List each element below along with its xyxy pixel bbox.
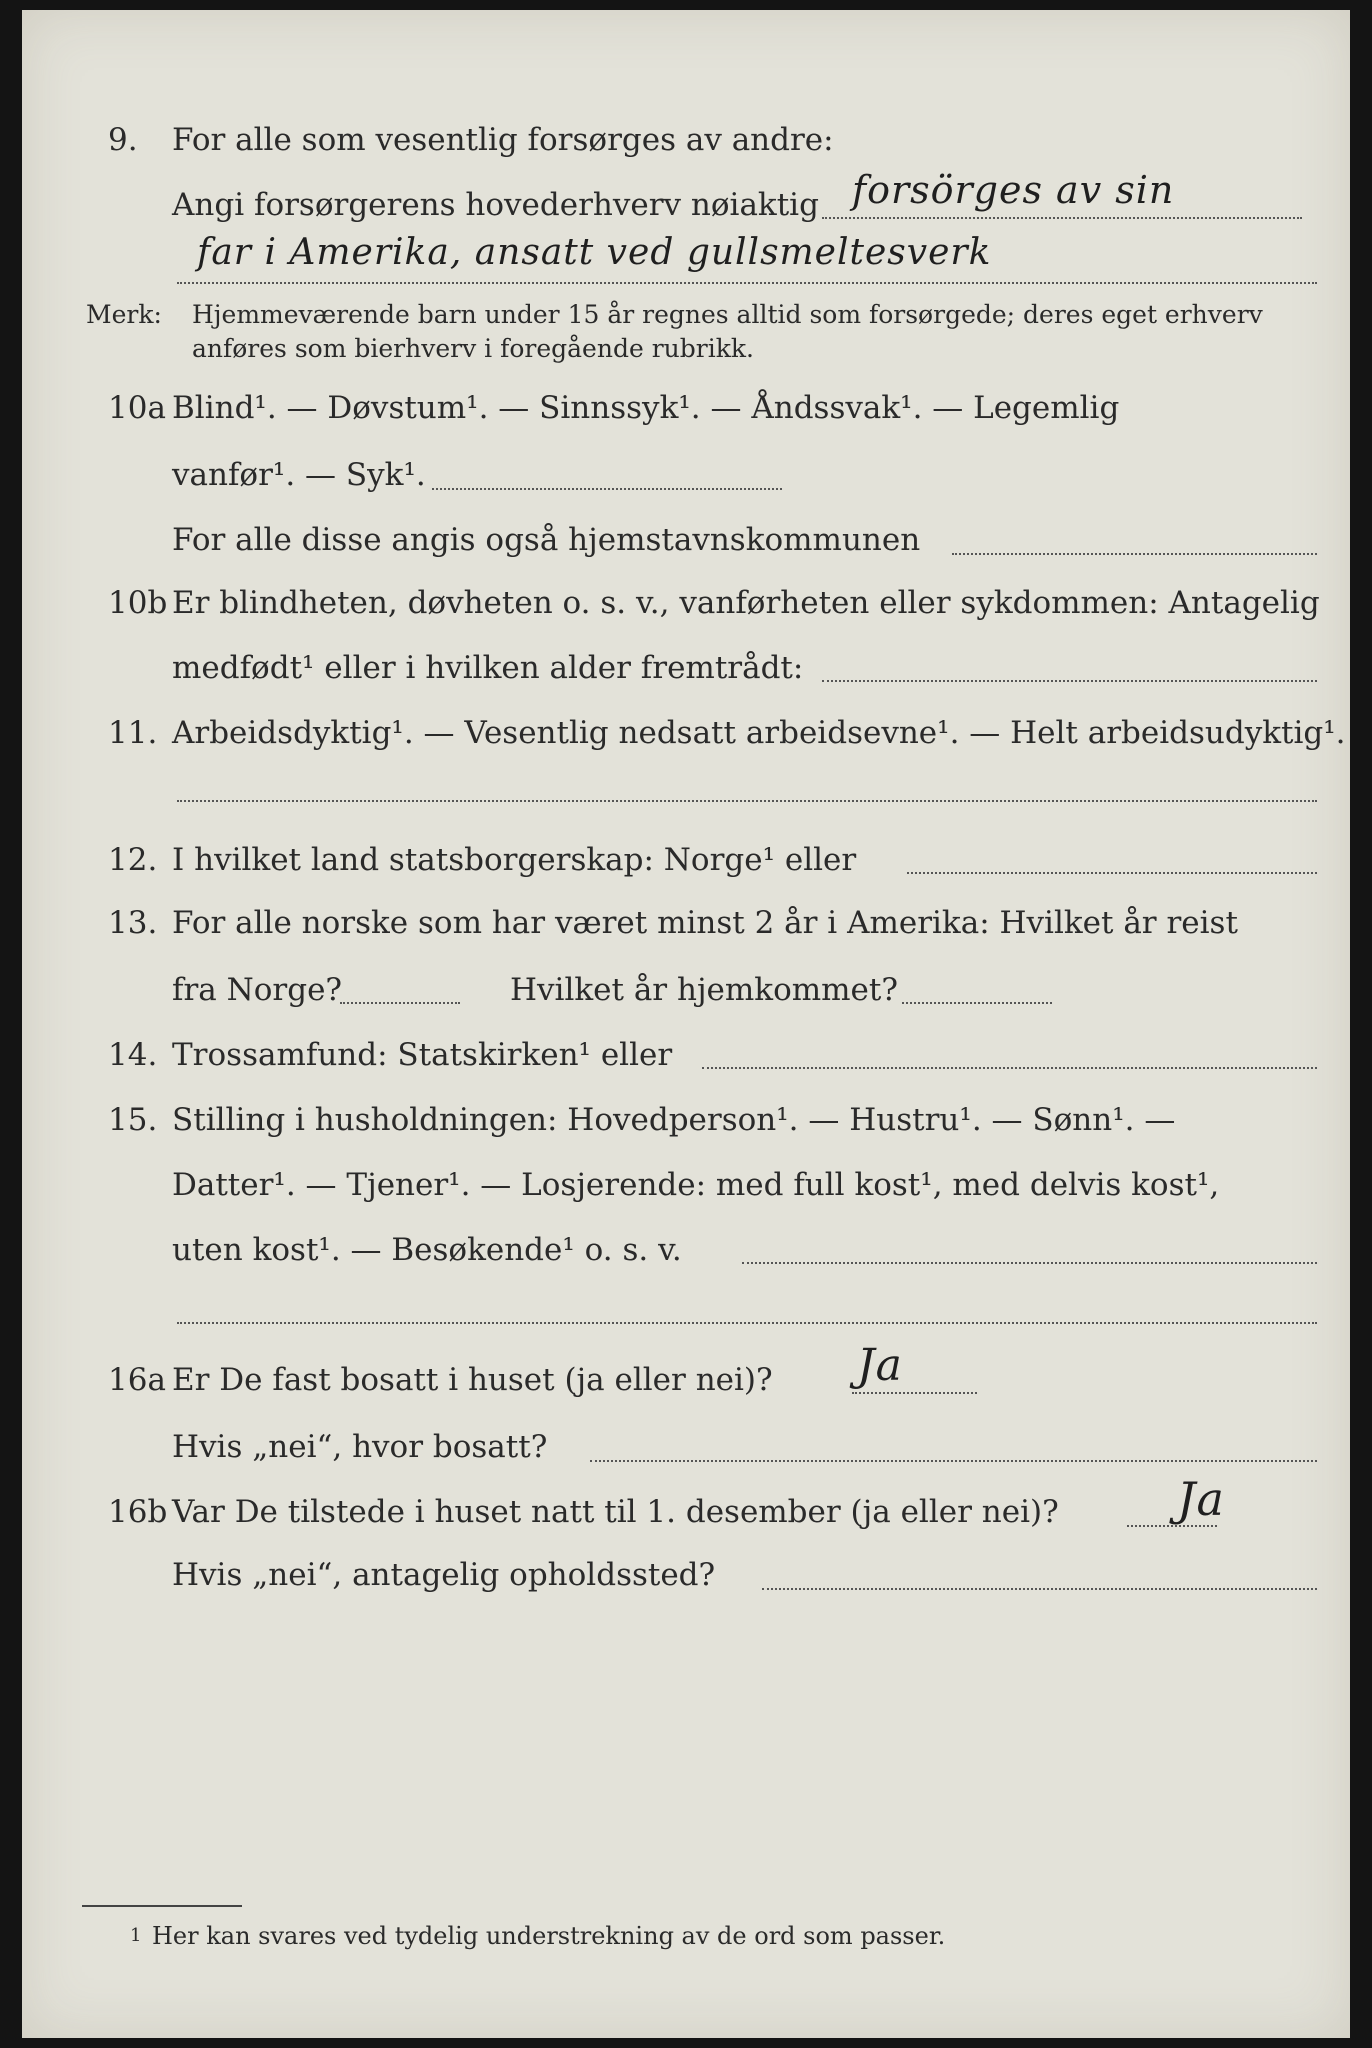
q16a-question: Er De fast bosatt i huset (ja eller nei)?	[172, 1362, 773, 1398]
q10a-number: 10a	[108, 390, 166, 426]
q14-number: 14.	[108, 1037, 158, 1073]
merk-line2	[22, 332, 1350, 366]
q12-answer-line	[907, 872, 1317, 874]
q10b-question: Er blindheten, døvheten o. s. v., vanførheten eller sykdommen: Antagelig	[172, 585, 1320, 621]
q15-line1	[22, 1095, 1350, 1145]
footnote	[130, 1920, 946, 1952]
q13-departure-label: fra Norge?	[172, 972, 343, 1008]
q11-line1	[22, 708, 1350, 758]
q15-line2	[22, 1160, 1350, 1210]
q16b-question: Var De tilstede i huset natt til 1. desember (ja eller nei)?	[172, 1494, 1059, 1530]
q9-handwritten-answer-2[interactable]: far i Amerika, ansatt ved gullsmeltesverk	[197, 232, 992, 273]
merk-text-1: Hjemmeværende barn under 15 år regnes alltid som forsørgede; deres eget erhverv	[192, 300, 1263, 329]
q13-return-label: Hvilket år hjemkommet?	[510, 972, 898, 1008]
q10a-options: Blind¹. — Døvstum¹. — Sinnssyk¹. — Åndssvak¹. — Legemlig	[172, 390, 1120, 426]
q13-number: 13.	[108, 905, 158, 941]
q10b-line1	[22, 578, 1350, 628]
q10a-home-municipality-label: For alle disse angis også hjemstavnskommunen	[172, 522, 921, 558]
footnote-text: Her kan svares ved tydelig understrekning av de ord som passer.	[152, 1922, 946, 1950]
q9-number: 9.	[108, 122, 138, 158]
q16b-number: 16b	[108, 1494, 168, 1530]
q16b-location-line	[762, 1588, 1317, 1590]
q16a-line2	[22, 1422, 1350, 1472]
footnote-rule	[82, 1905, 242, 1907]
q10a-options-2: vanfør¹. — Syk¹.	[172, 457, 426, 493]
q12-line1	[22, 835, 1350, 885]
footnote-mark: 1	[130, 1925, 142, 1946]
q10a-municipality-line	[952, 553, 1317, 555]
q15-answer-line	[742, 1262, 1317, 1264]
q16a-line1	[22, 1355, 1350, 1405]
q15-extra-line	[177, 1322, 1317, 1324]
q9-answer-line2	[177, 282, 1317, 284]
q16a-residence-line	[590, 1460, 1317, 1462]
q13-departure-line	[340, 1002, 460, 1004]
q15-options-1: Stilling i husholdningen: Hovedperson¹. — Hustru¹. — Sønn¹. —	[172, 1102, 1176, 1138]
q13-line2	[22, 965, 1350, 1015]
census-form-page	[22, 10, 1350, 2038]
q15-options-3: uten kost¹. — Besøkende¹ o. s. v.	[172, 1232, 682, 1268]
q16b-handwritten-answer[interactable]: Ja	[1177, 1472, 1225, 1526]
q16b-location-label: Hvis „nei“, antagelig opholdssted?	[172, 1557, 716, 1593]
q13-line1	[22, 898, 1350, 948]
q10a-line3	[22, 515, 1350, 565]
q14-line1	[22, 1030, 1350, 1080]
q16a-number: 16a	[108, 1362, 166, 1398]
q10b-answer-line	[822, 680, 1317, 682]
q14-answer-line	[702, 1067, 1317, 1069]
q12-number: 12.	[108, 842, 158, 878]
q16b-answer-line	[1127, 1525, 1217, 1527]
q9-handwritten-answer-1[interactable]: forsörges av sin	[852, 168, 1175, 212]
q9-line1	[22, 115, 1350, 165]
q15-number: 15.	[108, 1102, 158, 1138]
q14-question: Trossamfund: Statskirken¹ eller	[172, 1037, 673, 1073]
q16a-handwritten-answer[interactable]: Ja	[857, 1340, 903, 1391]
q9-answer-line1	[822, 217, 1302, 219]
q10b-number: 10b	[108, 585, 168, 621]
q15-line3	[22, 1225, 1350, 1275]
q9-question: For alle som vesentlig forsørges av andre:	[172, 122, 834, 158]
q11-options: Arbeidsdyktig¹. — Vesentlig nedsatt arbeidsevne¹. — Helt arbeidsudyktig¹.	[172, 715, 1346, 751]
q12-question: I hvilket land statsborgerskap: Norge¹ eller	[172, 842, 857, 878]
q10b-line2	[22, 643, 1350, 693]
q13-return-line	[902, 1002, 1052, 1004]
q11-number: 11.	[108, 715, 158, 751]
q10a-line2	[22, 450, 1350, 500]
q16a-residence-label: Hvis „nei“, hvor bosatt?	[172, 1429, 548, 1465]
merk-text-2: anføres som bierhverv i foregående rubrikk.	[192, 334, 754, 363]
q16b-line1	[22, 1487, 1350, 1537]
q10b-question-2: medfødt¹ eller i hvilken alder fremtrådt:	[172, 650, 804, 686]
merk-line1	[22, 298, 1350, 332]
q9-occupation-label: Angi forsørgerens hovederhverv nøiaktig	[172, 187, 819, 223]
q10a-answer-line	[432, 488, 782, 490]
q16a-answer-line	[852, 1392, 977, 1394]
q10a-line1	[22, 383, 1350, 433]
q16b-line2	[22, 1550, 1350, 1600]
q13-question: For alle norske som har været minst 2 år i Amerika: Hvilket år reist	[172, 905, 1238, 941]
q11-answer-line	[177, 800, 1317, 802]
merk-label: Merk:	[86, 300, 162, 329]
q15-options-2: Datter¹. — Tjener¹. — Losjerende: med full kost¹, med delvis kost¹,	[172, 1167, 1220, 1203]
